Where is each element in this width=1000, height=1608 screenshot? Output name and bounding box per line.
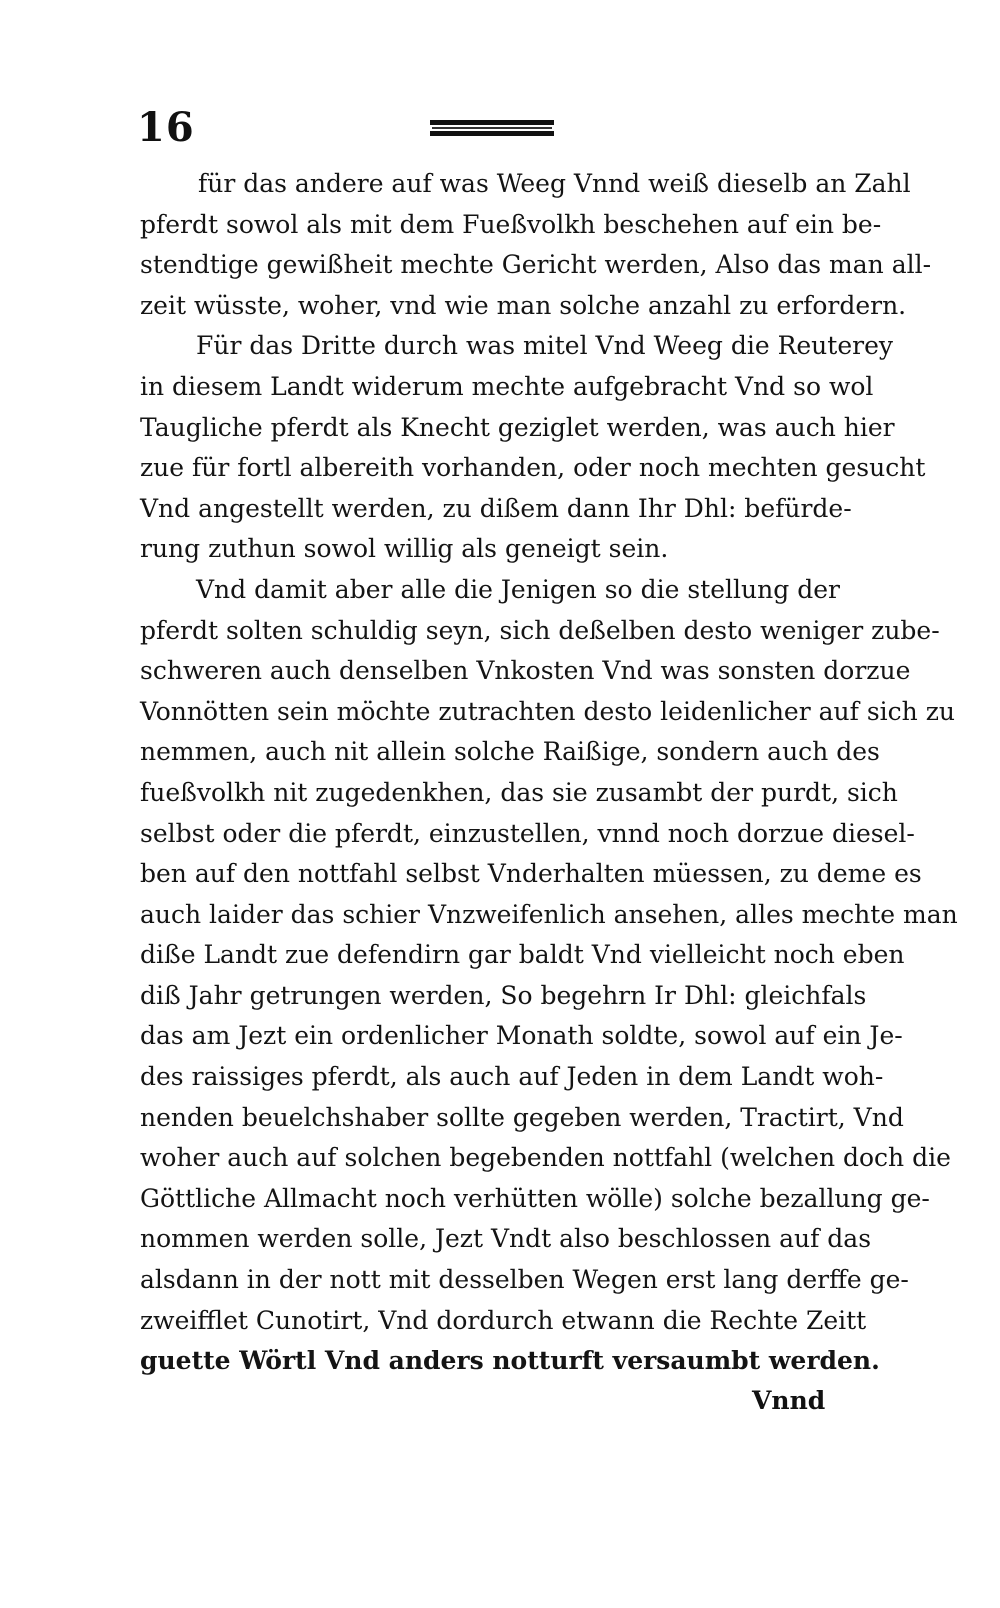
text-line: ben auf den nottfahl selbst Vnderhalten müessen, zu deme es: [140, 859, 922, 889]
text-line: fueßvolkh nit zugedenkhen, das sie zusambt der purdt, sich: [140, 777, 898, 807]
text-line: rung zuthun sowol willig als geneigt sein.: [140, 534, 669, 564]
text-line: stendtige gewißheit mechte Gericht werden, Also das man all-: [140, 250, 932, 280]
text-line: zue für fortl albereith vorhanden, oder noch mechten gesucht: [140, 453, 926, 483]
text-line: pferdt solten schuldig seyn, sich deßelben desto weniger zube-: [140, 615, 940, 645]
text-line: schweren auch denselben Vnkosten Vnd was sonsten dorzue: [140, 656, 911, 686]
text-line: in diesem Landt widerum mechte aufgebracht Vnd so wol: [140, 371, 874, 401]
catchword: Vnnd: [752, 1386, 826, 1415]
text-line: des raissiges pferdt, als auch auf Jeden in dem Landt woh-: [140, 1062, 884, 1092]
text-line: pferdt sowol als mit dem Fueßvolkh beschehen auf ein be-: [140, 209, 882, 239]
text-line: woher auch auf solchen begebenden nottfahl (welchen doch die: [140, 1143, 951, 1173]
text-line: diße Landt zue defendirn gar baldt Vnd vielleicht noch eben: [140, 940, 905, 970]
text-line: guette Wörtl Vnd anders notturft versaumbt werden.: [140, 1346, 880, 1376]
header-rule-ornament: [430, 118, 554, 140]
text-line: nommen werden solle, Jezt Vndt also beschlossen auf das: [140, 1224, 872, 1254]
page-number: 16: [137, 104, 195, 151]
text-line: Vnd damit aber alle die Jenigen so die stellung der: [196, 574, 840, 604]
text-line: auch laider das schier Vnzweifenlich ansehen, alles mechte man: [140, 899, 958, 929]
text-line: Taugliche pferdt als Knecht geziglet werden, was auch hier: [140, 412, 895, 442]
text-line: diß Jahr getrungen werden, So begehrn Ir Dhl: gleichfals: [140, 980, 867, 1010]
text-line: das am Jezt ein ordenlicher Monath soldte, sowol auf ein Je-: [140, 1021, 903, 1051]
text-line: selbst oder die pferdt, einzustellen, vnnd noch dorzue diesel-: [140, 818, 915, 848]
text-line: nenden beuelchshaber sollte gegeben werden, Tractirt, Vnd: [140, 1102, 904, 1132]
text-line: Für das Dritte durch was mitel Vnd Weeg die Reuterey: [196, 331, 893, 361]
text-line: zeit wüsste, woher, vnd wie man solche anzahl zu erfordern.: [140, 290, 907, 320]
text-line: Vonnötten sein möchte zutrachten desto leidenlicher auf sich zu: [140, 696, 955, 726]
text-line: Vnd angestellt werden, zu dißem dann Ihr Dhl: befürde-: [140, 493, 852, 523]
text-line: für das andere auf was Weeg Vnnd weiß dieselb an Zahl: [198, 169, 911, 198]
text-line: nemmen, auch nit allein solche Raißige, sondern auch des: [140, 737, 880, 767]
text-line: alsdann in der nott mit desselben Wegen erst lang derffe ge-: [140, 1265, 909, 1295]
text-line: Göttliche Allmacht noch verhütten wölle) solche bezallung ge-: [140, 1183, 930, 1213]
body-text: [140, 164, 958, 1382]
text-line: zweifflet Cunotirt, Vnd dordurch etwann die Rechte Zeitt: [140, 1305, 867, 1335]
